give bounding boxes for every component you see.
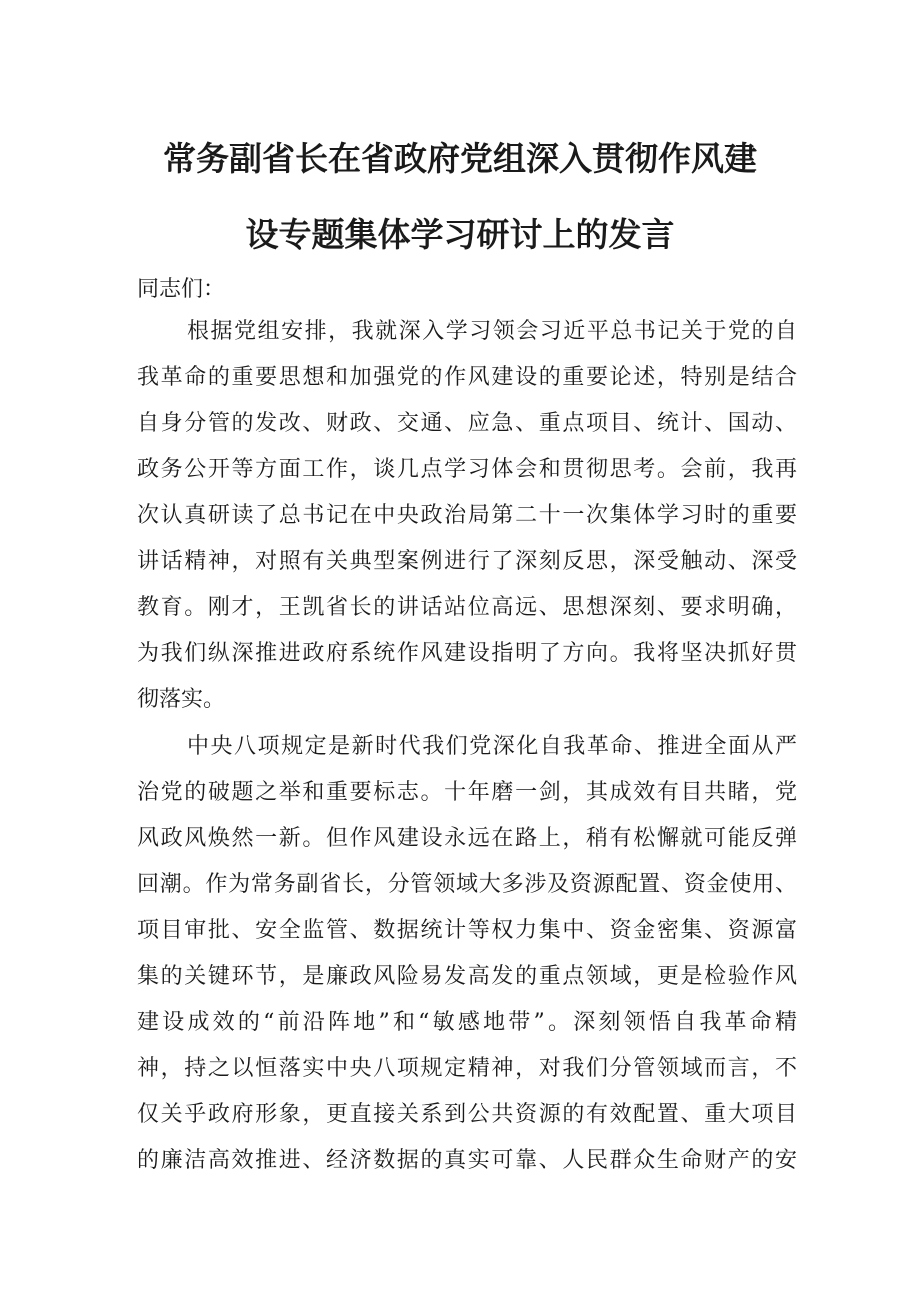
paragraph-line: 中央八项规定是新时代我们党深化自我革命、推进全面从严 [187, 734, 797, 759]
document-title-line-1: 常务副省长在省政府党组深入贯彻作风建 [163, 139, 757, 178]
paragraph-line: 仅关乎政府形象，更直接关系到公共资源的有效配置、重大项目 [137, 1102, 797, 1127]
paragraph-line: 政务公开等方面工作，谈几点学习体会和贯彻思考。会前，我再 [137, 457, 797, 482]
paragraph-line: 根据党组安排，我就深入学习领会习近平总书记关于党的自 [187, 319, 797, 344]
paragraph-line: 彻落实。 [137, 687, 226, 712]
paragraph-line: 项目审批、安全监管、数据统计等权力集中、资金密集、资源富 [137, 918, 797, 943]
paragraph-line: 为我们纵深推进政府系统作风建设指明了方向。我将坚决抓好贯 [137, 641, 797, 666]
paragraph-line: 讲话精神，对照有关典型案例进行了深刻反思，深受触动、深受 [137, 549, 797, 574]
paragraph-line: 教育。刚才，王凯省长的讲话站位高远、思想深刻、要求明确， [137, 595, 797, 620]
paragraph-line: 次认真研读了总书记在中央政治局第二十一次集体学习时的重要 [137, 503, 797, 528]
paragraph-line: 我革命的重要思想和加强党的作风建设的重要论述，特别是结合 [137, 365, 797, 390]
paragraph-line: 回潮。作为常务副省长，分管领域大多涉及资源配置、资金使用、 [137, 872, 797, 897]
paragraph-line: 的廉洁高效推进、经济数据的真实可靠、人民群众生命财产的安 [137, 1148, 797, 1173]
paragraph-line: 自身分管的发改、财政、交通、应急、重点项目、统计、国动、 [137, 411, 797, 436]
salutation: 同志们： [137, 277, 226, 302]
paragraph-line: 建设成效的“前沿阵地”和“敏感地带”。深刻领悟自我革命精 [137, 1010, 797, 1035]
paragraph-line: 风政风焕然一新。但作风建设永远在路上，稍有松懈就可能反弹 [137, 826, 797, 851]
paragraph-line: 治党的破题之举和重要标志。十年磨一剑，其成效有目共睹，党 [137, 780, 797, 805]
paragraph-line: 神，持之以恒落实中央八项规定精神，对我们分管领域而言，不 [137, 1056, 797, 1081]
document-title-line-2: 设专题集体学习研讨上的发言 [245, 215, 675, 254]
paragraph-line: 集的关键环节，是廉政风险易发高发的重点领域，更是检验作风 [137, 964, 797, 989]
